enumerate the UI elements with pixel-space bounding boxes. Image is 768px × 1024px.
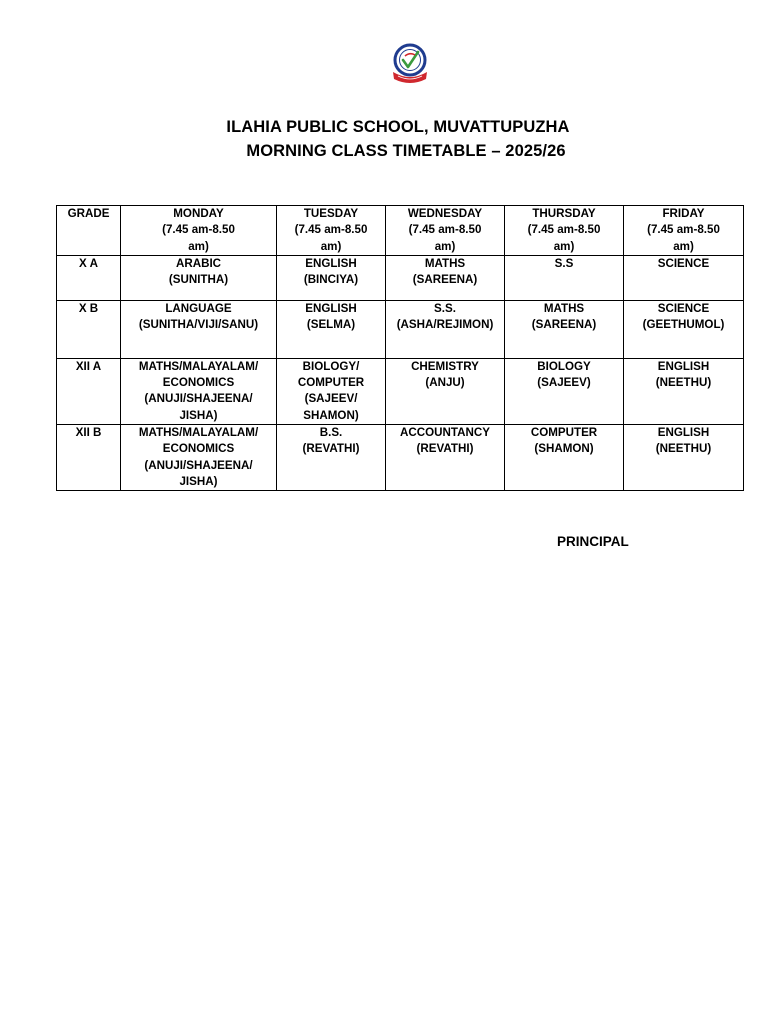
header-thursday: THURSDAY (7.45 am-8.50 am) bbox=[505, 206, 624, 256]
timetable-cell: BIOLOGY/ COMPUTER (SAJEEV/ SHAMON) bbox=[277, 358, 386, 424]
timetable-cell: CHEMISTRY (ANJU) bbox=[386, 358, 505, 424]
school-logo bbox=[390, 42, 430, 88]
timetable-cell: B.S. (REVATHI) bbox=[277, 425, 386, 491]
grade-cell: XII B bbox=[57, 425, 121, 491]
timetable-cell: MATHS (SAREENA) bbox=[386, 255, 505, 300]
table-row bbox=[57, 255, 744, 300]
timetable-cell: BIOLOGY (SAJEEV) bbox=[505, 358, 624, 424]
timetable-cell: S.S bbox=[505, 255, 624, 300]
grade-cell: XII A bbox=[57, 358, 121, 424]
timetable-cell: ENGLISH (NEETHU) bbox=[624, 358, 744, 424]
table-row bbox=[57, 358, 744, 424]
timetable-cell: MATHS/MALAYALAM/ ECONOMICS (ANUJI/SHAJEENA/ JISHA) bbox=[121, 358, 277, 424]
table-row bbox=[57, 425, 744, 491]
timetable-cell: COMPUTER (SHAMON) bbox=[505, 425, 624, 491]
timetable-cell: ENGLISH (BINCIYA) bbox=[277, 255, 386, 300]
header-friday: FRIDAY (7.45 am-8.50 am) bbox=[624, 206, 744, 256]
header-tuesday: TUESDAY (7.45 am-8.50 am) bbox=[277, 206, 386, 256]
timetable-cell: SCIENCE bbox=[624, 255, 744, 300]
timetable bbox=[56, 205, 744, 491]
timetable-cell: SCIENCE (GEETHUMOL) bbox=[624, 300, 744, 358]
header-monday: MONDAY (7.45 am-8.50 am) bbox=[121, 206, 277, 256]
timetable-cell: LANGUAGE (SUNITHA/VIJI/SANU) bbox=[121, 300, 277, 358]
grade-cell: X B bbox=[57, 300, 121, 358]
principal-signature-label: PRINCIPAL bbox=[557, 534, 629, 549]
timetable-cell: ACCOUNTANCY (REVATHI) bbox=[386, 425, 505, 491]
table-row bbox=[57, 300, 744, 358]
timetable-cell: MATHS (SAREENA) bbox=[505, 300, 624, 358]
timetable-title: MORNING CLASS TIMETABLE – 2025/26 bbox=[246, 142, 566, 160]
header-row bbox=[57, 206, 744, 256]
timetable-cell: ENGLISH (SELMA) bbox=[277, 300, 386, 358]
timetable-cell: ARABIC (SUNITHA) bbox=[121, 255, 277, 300]
header-grade: GRADE bbox=[57, 206, 121, 256]
timetable-cell: MATHS/MALAYALAM/ ECONOMICS (ANUJI/SHAJEENA/ JISHA) bbox=[121, 425, 277, 491]
header-wednesday: WEDNESDAY (7.45 am-8.50 am) bbox=[386, 206, 505, 256]
grade-cell: X A bbox=[57, 255, 121, 300]
timetable-cell: ENGLISH (NEETHU) bbox=[624, 425, 744, 491]
school-name: ILAHIA PUBLIC SCHOOL, MUVATTUPUZHA bbox=[226, 118, 570, 136]
timetable-cell: S.S. (ASHA/REJIMON) bbox=[386, 300, 505, 358]
